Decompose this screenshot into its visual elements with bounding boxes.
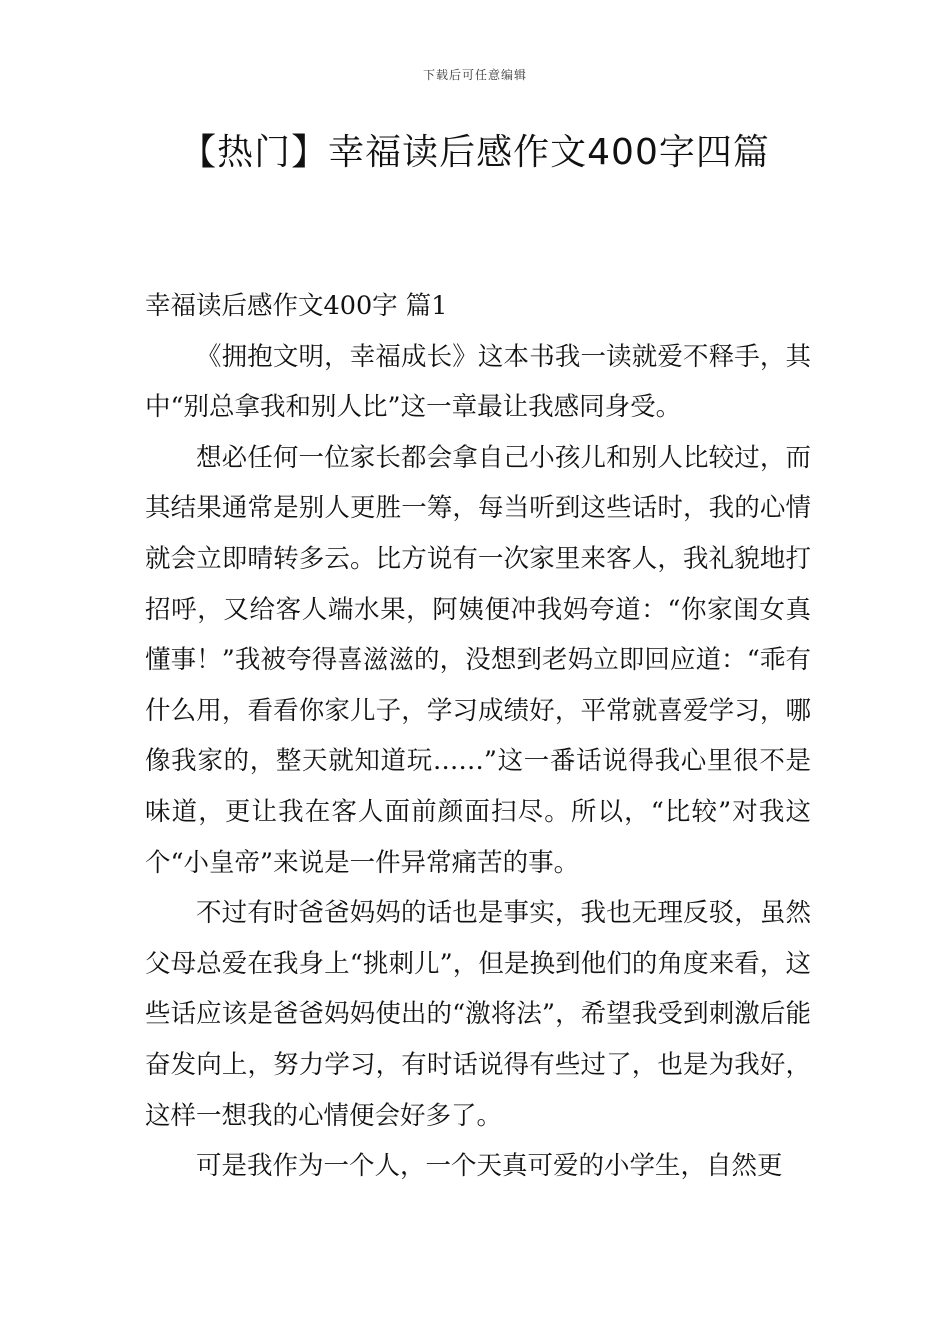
paragraph: 不过有时爸爸妈妈的话也是事实，我也无理反驳，虽然父母总爱在我身上“挑刺儿”，但是换到他们的角度来看，这些话应该是爸爸妈妈使出的“激将法”，希望我受到刺激后能奋发向上，努力学习，有时话说得有些过了，也是为我好，这样一想我的心情便会好多了。	[145, 898, 811, 1131]
paragraph: 想必任何一位家长都会拿自己小孩儿和别人比较过，而其结果通常是别人更胜一筹，每当听到这些话时，我的心情就会立即晴转多云。比方说有一次家里来客人，我礼貌地打招呼，又给客人端水果，阿姨便冲我妈夸道：“你家闺女真懂事！”我被夸得喜滋滋的，没想到老妈立即回应道：“乖有什么用，看看你家儿子，学习成绩好，平常就喜爱学习，哪像我家的，整天就知道玩……”这一番话说得我心里很不是味道，更让我在客人面前颜面扫尽。所以，“比较”对我这个“小皇帝”来说是一件异常痛苦的事。	[145, 442, 811, 878]
paragraph: 可是我作为一个人，一个天真可爱的小学生，自然更	[196, 1151, 783, 1182]
document-title: 【热门】幸福读后感作文400字四篇	[180, 132, 770, 173]
document-body	[145, 281, 811, 1192]
header-note: 下载后可任意编辑	[422, 68, 527, 82]
paragraph: 《拥抱文明，幸福成长》这本书我一读就爱不释手，其中“别总拿我和别人比”这一章最让我感同身受。	[145, 341, 811, 423]
section-heading: 幸福读后感作文400字 篇1	[145, 291, 448, 321]
